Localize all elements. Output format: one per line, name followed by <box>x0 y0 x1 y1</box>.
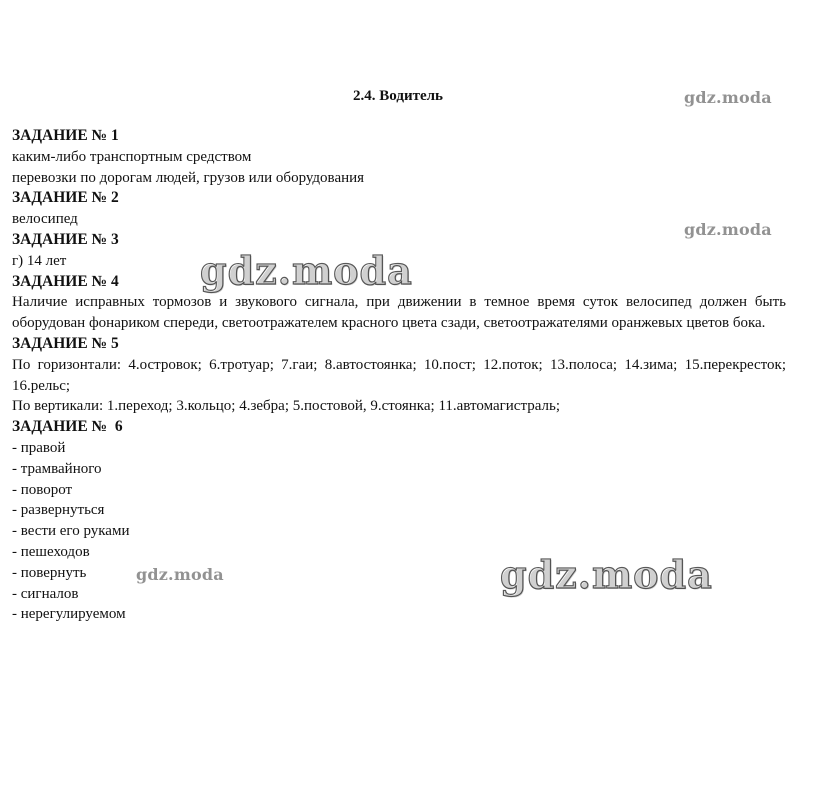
task-1 <box>12 126 786 188</box>
list-item: - трамвайного <box>12 460 102 477</box>
task-5 <box>12 334 786 417</box>
list-item: - пешеходов <box>12 543 90 560</box>
list-item: - поворот <box>12 481 73 498</box>
watermark: gdz.moda <box>500 552 713 597</box>
answer-paragraph: Наличие исправных тормозов и звукового сигнала, при движении в темное время суток велосипед должен быть оборудован фонариком спереди, светоотражателем красного цвета сзади, светоотражателями оранжевых цветов бока. <box>12 294 786 332</box>
list-item: - нерегулируемом <box>12 606 126 623</box>
answer-line: каким-либо транспортным средством <box>12 148 252 165</box>
answer-line: велосипед <box>12 211 78 228</box>
crossword-horizontal: По горизонтали: 4.островок; 6.тротуар; 7.гаи; 8.автостоянка; 10.пост; 12.поток; 13.полоса; 14.зима; 15.перекресток; 16.рельс; <box>12 356 786 394</box>
task-heading: ЗАДАНИЕ № 1 <box>12 127 119 144</box>
crossword-vertical: По вертикали: 1.переход; 3.кольцо; 4.зебра; 5.постовой, 9.стоянка; 11.автомагистраль; <box>12 398 560 415</box>
document-content <box>12 126 786 625</box>
watermark: gdz.moda <box>684 220 772 239</box>
list-item: - вести его руками <box>12 523 130 540</box>
page-title: 2.4. Водитель <box>353 88 443 104</box>
watermark: gdz.moda <box>684 88 772 107</box>
watermark: gdz.moda <box>200 248 413 293</box>
list-item: - правой <box>12 439 66 456</box>
watermark: gdz.moda <box>136 565 224 584</box>
task-heading: ЗАДАНИЕ № 4 <box>12 272 119 290</box>
task-heading: ЗАДАНИЕ № 5 <box>12 334 119 352</box>
task-heading: ЗАДАНИЕ № 2 <box>12 189 119 207</box>
answer-line: перевозки по дорогам людей, грузов или оборудования <box>12 169 365 186</box>
list-item: - повернуть <box>12 564 87 581</box>
task-heading: ЗАДАНИЕ № 3 <box>12 230 119 248</box>
task-2 <box>12 188 786 230</box>
list-item: - развернуться <box>12 502 105 519</box>
task-heading: ЗАДАНИЕ № 6 <box>12 418 123 436</box>
answer-line: г) 14 лет <box>12 252 67 269</box>
list-item: - сигналов <box>12 585 79 602</box>
